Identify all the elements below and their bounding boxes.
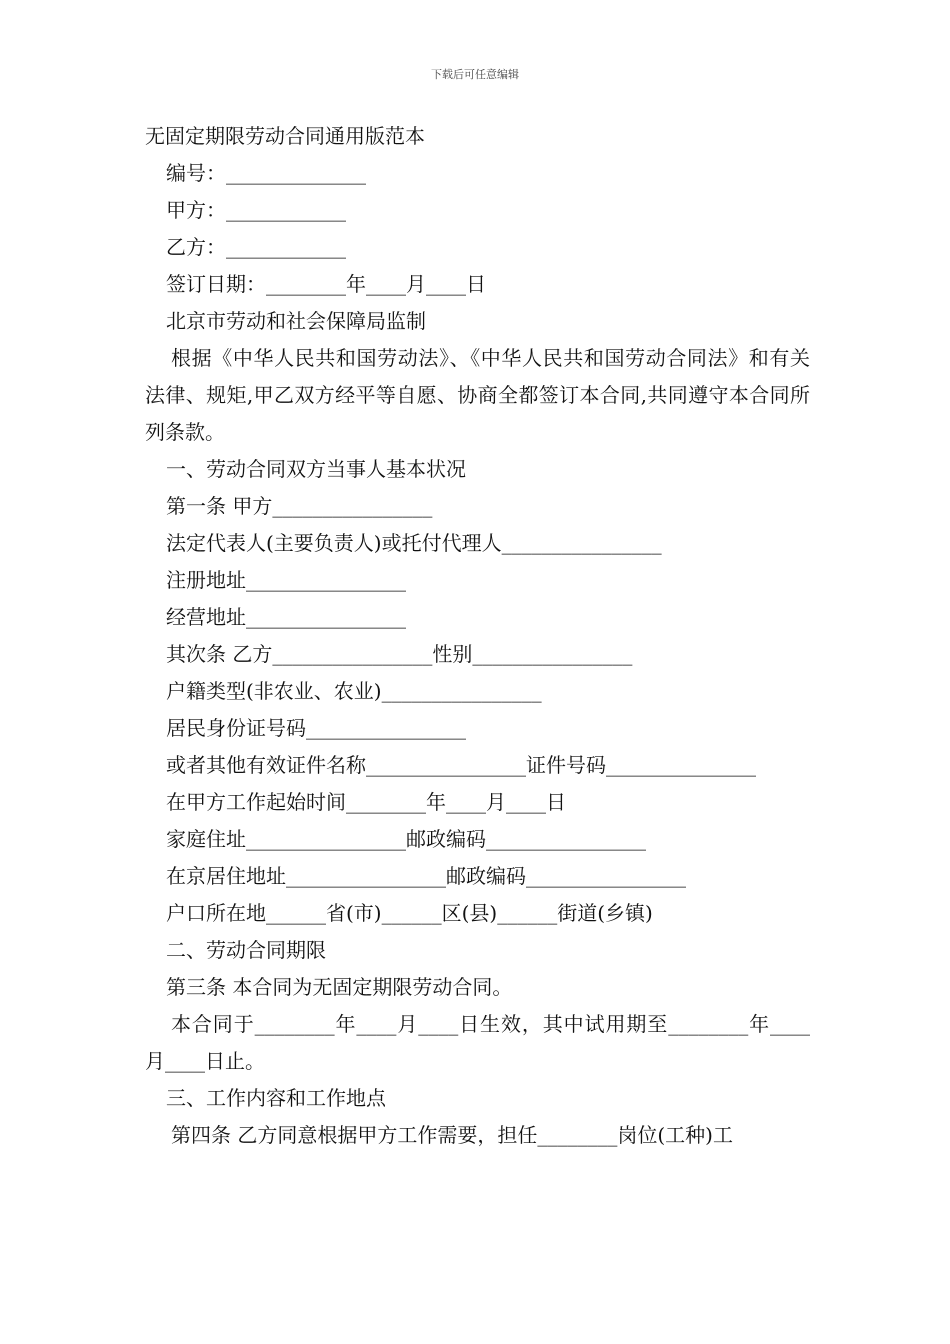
document-body [145,118,810,1154]
article-one-line: 第一条 甲方________________ [166,494,433,518]
legal-representative-line: 法定代表人(主要负责人)或托付代理人________________ [166,531,662,555]
section-three-heading: 三、工作内容和工作地点 [166,1086,386,1110]
home-address-line: 家庭住址________________邮政编码________________ [166,827,646,851]
hukou-line: 户口所在地______省(市)______区(县)______街道(乡镇) [166,901,653,925]
business-address-line: 经营地址________________ [166,605,406,629]
page-header-note: 下载后可任意编辑 [431,68,519,81]
party-a-line: 甲方：____________ [166,198,346,222]
party-b-line: 乙方：____________ [166,235,346,259]
article-three-line: 第三条 本合同为无固定期限劳动合同。 [166,975,513,999]
household-type-line: 户籍类型(非农业、农业)________________ [166,679,542,703]
section-two-heading: 二、劳动合同期限 [166,938,326,962]
article-two-line: 其次条 乙方________________性别________________ [166,642,633,666]
beijing-address-line: 在京居住地址________________邮政编码________________ [166,864,686,888]
start-date-line: 在甲方工作起始时间________年____月____日 [166,790,566,814]
registered-address-line: 注册地址________________ [166,568,406,592]
document-title: 无固定期限劳动合同通用版范本 [145,124,425,148]
id-number-line: 居民身份证号码________________ [166,716,466,740]
section-one-heading: 一、劳动合同双方当事人基本状况 [166,457,466,481]
other-id-paragraph: 或者其他有效证件名称________________证件号码_______________ [166,753,756,777]
signing-date-line: 签订日期：________年____月____日 [166,272,486,296]
preamble-paragraph: 根据《中华人民共和国劳动法》、《中华人民共和国劳动合同法》和有关法律、规矩,甲乙双方经平等自愿、协商全都签订本合同,共同遵守本合同所列条款。 [145,346,810,444]
contract-number-line: 编号：______________ [166,161,366,185]
article-four-line: 第四条 乙方同意根据甲方工作需要，担任________岗位(工种)工 [171,1123,733,1147]
supervisor-line: 北京市劳动和社会保障局监制 [166,309,426,333]
effective-date-paragraph: 本合同于________年____月____日生效，其中试用期至________年____月____日止。 [145,1012,810,1073]
